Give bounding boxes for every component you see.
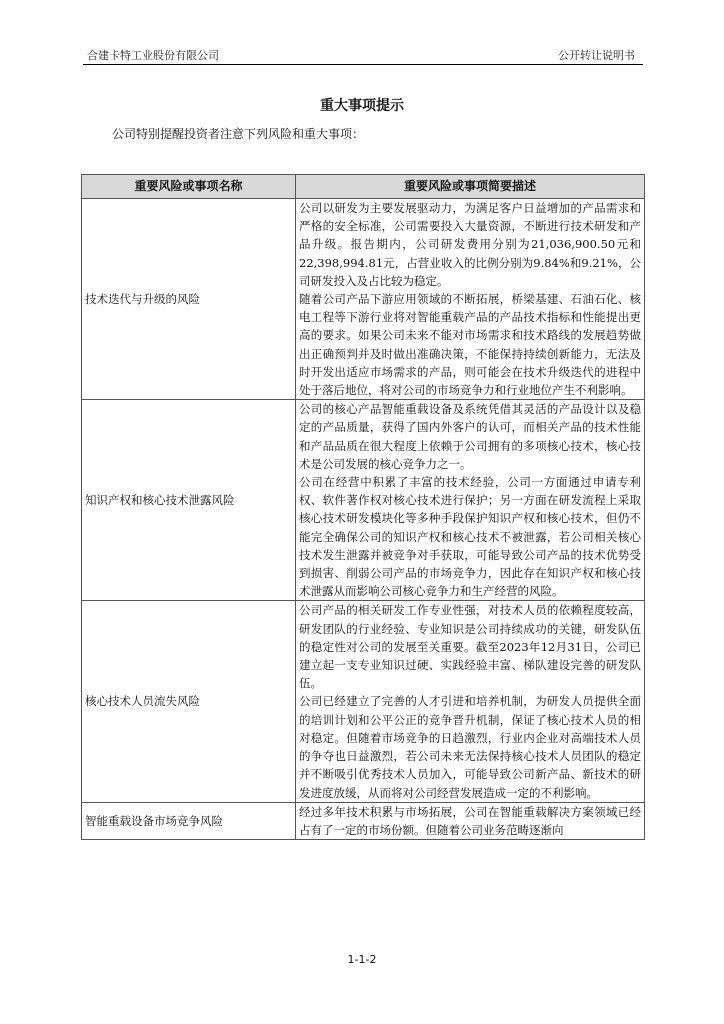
risk-description (296, 199, 645, 400)
risk-description-paragraph: 公司在经营中积累了丰富的技术经验，公司一方面通过申请专利权、软件著作权对核心技术进行保护；另一方面在研发流程上采取核心技术研发模块化等多种手段保护知识产权和核心技术，但仍不能完全确保公司的知识产权和核心技术不被泄露，若公司相关核心技术发生泄露并被竞争对手获取，可能导致公司产品的技术优势受到损害、削弱公司产品的市场竞争力，因此存在知识产权和核心技术泄露从而影响公司核心竞争力和生产经营的风险。 (299, 475, 641, 599)
risk-description-paragraph: 公司的核心产品智能重载设备及系统凭借其灵活的产品设计以及稳定的产品质量，获得了国内外客户的认可，而相关产品的技术性能和产品品质在很大程度上依赖于公司拥有的多项核心技术，核心技术是公司发展的核心竞争力之一。 (299, 402, 641, 471)
intro-text: 公司特别提醒投资者注意下列风险和重大事项： (112, 127, 365, 141)
header-divider (83, 64, 643, 65)
risk-table (81, 174, 645, 840)
risk-description-paragraph: 随着公司产品下游应用领域的不断拓展，桥梁基建、石油石化、核电工程等下游行业将对智能重载产品的产品技术指标和性能提出更高的要求。如果公司未来不能对市场需求和技术路线的发展趋势做出正确预判并及时做出准确决策，不能保持持续创新能力，无法及时开发出适应市场需求的产品，则可能会在技术升级迭代的进程中处于落后地位，将对公司的市场竞争力和行业地位产生不利影响。 (299, 292, 641, 398)
risk-description-paragraph: 经过多年技术积累与市场拓展，公司在智能重载解决方案领域已经占有了一定的市场份额。但随着公司业务范畴逐渐向 (299, 804, 641, 837)
page-title: 重大事项提示 (320, 98, 404, 114)
risk-name: 智能重载设备市场竞争风险 (82, 802, 296, 839)
risk-name: 技术迭代与升级的风险 (82, 199, 296, 400)
risk-description-paragraph: 公司以研发为主要发展驱动力，为满足客户日益增加的产品需求和严格的安全标准，公司需要投入大量资源，不断进行技术研发和产品升级。报告期内，公司研发费用分别为21,036,900.50元和22,398,994.81元，占营业收入的比例分别为9.84%和9.21%，公司研发投入及占比较为稳定。 (299, 201, 641, 288)
table-header-row (82, 175, 645, 199)
risk-name: 知识产权和核心技术泄露风险 (82, 400, 296, 601)
page-number: 1-1-2 (347, 953, 377, 966)
risk-description (296, 802, 645, 839)
table-row (82, 400, 645, 601)
risk-description (296, 601, 645, 802)
risk-description-paragraph: 公司产品的相关研发工作专业性强，对技术人员的依赖程度较高，研发团队的行业经验、专业知识是公司持续成功的关键，研发队伍的稳定性对公司的发展至关重要。截至2023年12月31日，公司已建立起一支专业知识过硬、实践经验丰富、梯队建设完善的研发队伍。 (299, 603, 641, 691)
header-company: 合建卡特工业股份有限公司 (87, 49, 219, 62)
risk-description-paragraph: 公司已经建立了完善的人才引进和培养机制，为研发人员提供全面的培训计划和公平公正的竞争晋升机制，保证了核心技术人员的相对稳定。但随着市场竞争的日趋激烈，行业内企业对高端技术人员的争夺也日益激烈，若公司未来无法保持核心技术人员团队的稳定并不断吸引优秀技术人员加入，可能导致公司新产品、新技术的研发进度放缓，从而将对公司经营发展造成一定的不利影响。 (299, 694, 641, 800)
table-row (82, 199, 645, 400)
column-header-name: 重要风险或事项名称 (82, 175, 296, 199)
table-row (82, 601, 645, 802)
table-row (82, 802, 645, 839)
risk-description (296, 400, 645, 601)
header-doc-type: 公开转让说明书 (558, 49, 635, 62)
risk-name: 核心技术人员流失风险 (82, 601, 296, 802)
column-header-description: 重要风险或事项简要描述 (296, 175, 645, 199)
